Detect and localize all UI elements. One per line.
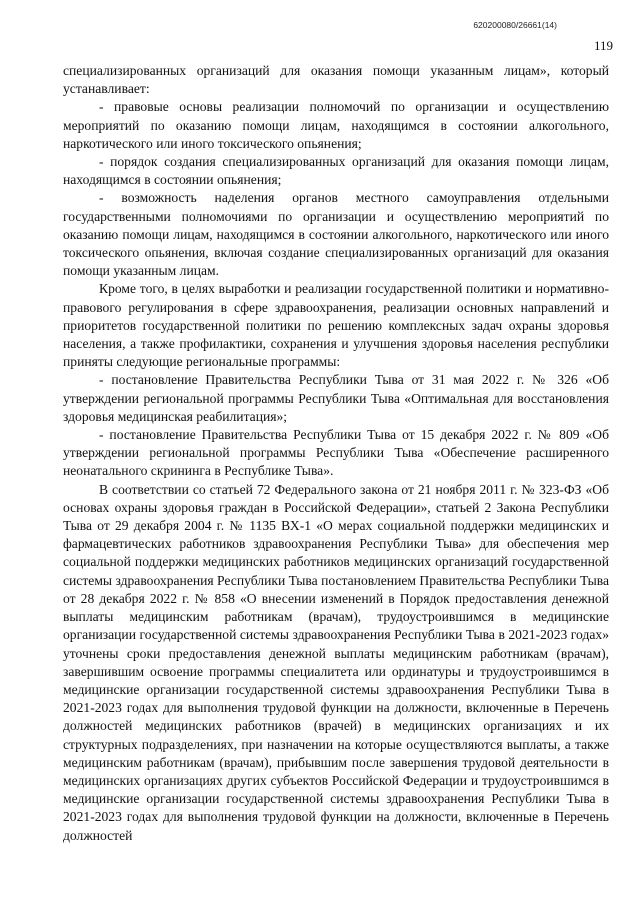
paragraph: - постановление Правительства Республики Тыва от 15 декабря 2022 г. № 809 «Об утверждении региональной программы Республики Тыва «Обеспечение расширенного неонатального скрининга в Республике Тыва».	[63, 427, 609, 479]
document-body	[63, 62, 609, 845]
paragraph: - порядок создания специализированных организаций для оказания помощи лицам, находящимся в состоянии опьянения;	[63, 154, 609, 188]
paragraph: - постановление Правительства Республики Тыва от 31 мая 2022 г. № 326 «Об утверждении региональной программы Республики Тыва «Оптимальная для восстановления здоровья медицинская реабилитация»;	[63, 372, 609, 424]
page-number: 119	[593, 38, 613, 53]
paragraph: В соответствии со статьей 72 Федерального закона от 21 ноября 2011 г. № 323-ФЗ «Об основах охраны здоровья граждан в Российской Федерации», статьей 2 Закона Республики Тыва от 29 декабря 2004 г. № 1135 ВХ-1 «О мерах социальной поддержки медицинских и фармацевтических работников здравоохранения Республики Тыва» для обеспечения мер социальной поддержки медицинских работников медицинских организаций государственной системы здравоохранения Республики Тыва постановлением Правительства Республики Тыва от 28 декабря 2022 г. № 858 «О внесении изменений в Порядок предоставления денежной выплаты медицинским работникам (врачам), трудоустроившимся в медицинские организации государственной системы здравоохранения Республики Тыва в 2021-2023 годах» уточнены сроки предоставления денежной выплаты медицинским работникам (врачам), завершившим освоение программы специалитета или ординатуры и трудоустроившимся в медицинские организации государственной системы здравоохранения Республики Тыва в 2021-2023 годах для выполнения трудовой функции на должности, включенные в Перечень должностей медицинских работников (врачей) в медицинских организациях и их структурных подразделениях, при назначении на которые осуществляются выплаты, а также медицинским работникам (врачам), прибывшим после завершения трудовой деятельности в медицинских организациях других субъектов Российской Федерации и трудоустроившимся в медицинские организации государственной системы здравоохранения Республики Тыва в 2021-2023 годах для выполнения трудовой функции на должности, включенные в Перечень должностей	[63, 481, 609, 843]
paragraph: специализированных организаций для оказания помощи указанным лицам», который устанавливает:	[63, 63, 609, 97]
paragraph: - правовые основы реализации полномочий по организации и осуществлению мероприятий по оказанию помощи лицам, находящимся в состоянии алкогольного, наркотического или иного токсического опьянения;	[63, 99, 609, 151]
paragraph: Кроме того, в целях выработки и реализации государственной политики и нормативно-правового регулирования в сфере здравоохранения, реализации основных направлений и приоритетов государственной политики по решению комплексных задач охраны здоровья населения, а также профилактики, сохранения и улучшения здоровья населения республики приняты следующие региональные программы:	[63, 281, 609, 370]
document-stamp: 620200080/26661(14)	[473, 20, 557, 30]
paragraph: - возможность наделения органов местного самоуправления отдельными государственными полномочиями по организации и осуществлению мероприятий по оказанию помощи лицам, находящимся в состоянии алкогольного, наркотического или иного токсического опьянения, включая создание специализированных организаций для оказания помощи указанным лицам.	[63, 190, 609, 279]
